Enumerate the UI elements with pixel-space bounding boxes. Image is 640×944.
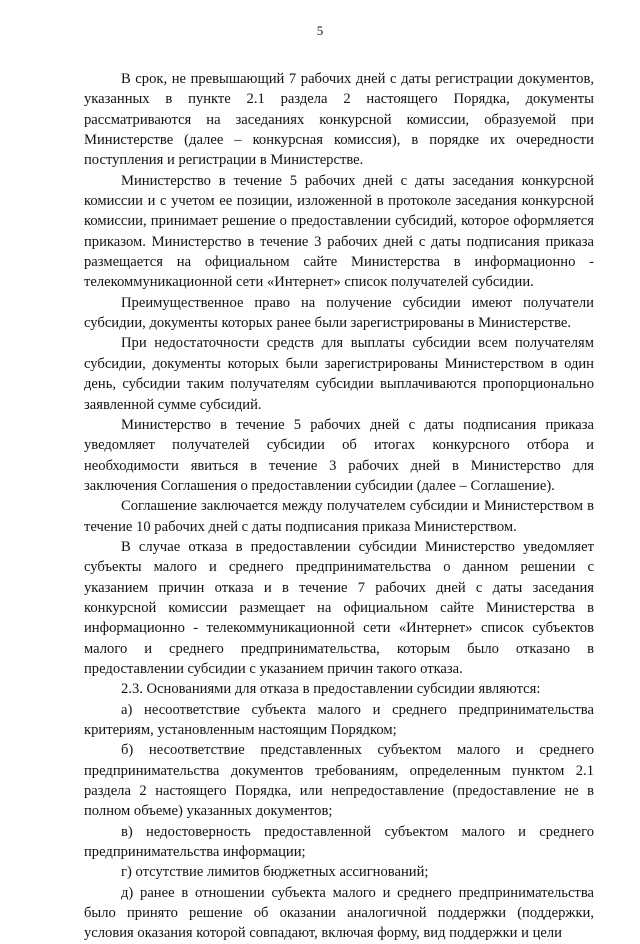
paragraph-notification: Министерство в течение 5 рабочих дней с даты подписания приказа уведомляет получателей субсидии об итогах конкурсного отбора и необходимости явиться в течение 3 рабочих дней в Министерство для заключения Соглашения о предоставлении субсидии (далее – Соглашение).: [84, 416, 594, 494]
paragraph-agreement: Соглашение заключается между получателем субсидии и Министерством в течение 10 рабочих дней с даты подписания приказа Министерством.: [84, 498, 594, 535]
paragraph-ministry-decision: Министерство в течение 5 рабочих дней с даты заседания конкурсной комиссии и с учетом ее позиции, изложенной в протоколе заседания конкурсной комиссии, принимает решение о предоставлении субсидий, которое оформляется приказом. Министерство в течение 3 рабочих дней с даты подписания приказа размещается на официальном сайте Министерства в информационно - телекоммуникационной сети «Интернет» список получателей субсидии.: [84, 172, 594, 291]
list-item-b: б) несоответствие представленных субъектом малого и среднего предпринимательства документов требованиям, определенным пунктом 2.1 раздела 2 настоящего Порядка, или непредоставление (предоставление не в полном объеме) указанных документов;: [84, 742, 594, 820]
paragraph-priority-right: Преимущественное право на получение субсидии имеют получатели субсидии, документы которых ранее были зарегистрированы в Министерстве.: [84, 294, 594, 332]
paragraph-refusal-notice: В случае отказа в предоставлении субсидии Министерство уведомляет субъекты малого и среднего предпринимательства о данном решении с указанием причин отказа и в течение 7 рабочих дней с даты заседания конкурсной комиссии размещает на официальном сайте Министерства в информационно - телекоммуникационной сети «Интернет» список субъектов малого и среднего предпринимательства, которым было отказано в предоставлении субсидии с указанием причин такого отказа.: [84, 538, 594, 677]
list-item-g: г) отсутствие лимитов бюджетных ассигнований;: [121, 864, 429, 881]
list-item-v: в) недостоверность предоставленной субъектом малого и среднего предпринимательства информации;: [84, 823, 594, 861]
list-item-a: а) несоответствие субъекта малого и среднего предпринимательства критериям, установленным настоящим Порядком;: [84, 701, 594, 738]
page-number: 5: [316, 23, 324, 38]
paragraph-review-term: В срок, не превышающий 7 рабочих дней с даты регистрации документов, указанных в пункте 2.1 раздела 2 настоящего Порядка, документы рассматриваются на заседаниях конкурсной комиссии, образуемой при Министерстве (далее – конкурсная комиссия), в порядке их очередности поступления и регистрации в Министерстве.: [84, 71, 594, 169]
list-item-d: д) ранее в отношении субъекта малого и среднего предпринимательства было принято решение об оказании аналогичной поддержки (поддержки, условия оказания которой совпадают, включая форму, вид поддержки и цели: [84, 884, 594, 942]
section-heading-refusal-grounds: 2.3. Основаниями для отказа в предоставлении субсидии являются:: [121, 681, 541, 698]
document-body: [84, 69, 594, 944]
paragraph-insufficient-funds: При недостаточности средств для выплаты субсидии всем получателям субсидии, документы которых были зарегистрированы Министерством в один день, субсидии таким получателям субсидии выплачиваются пропорционально заявленной сумме субсидий.: [84, 335, 594, 413]
